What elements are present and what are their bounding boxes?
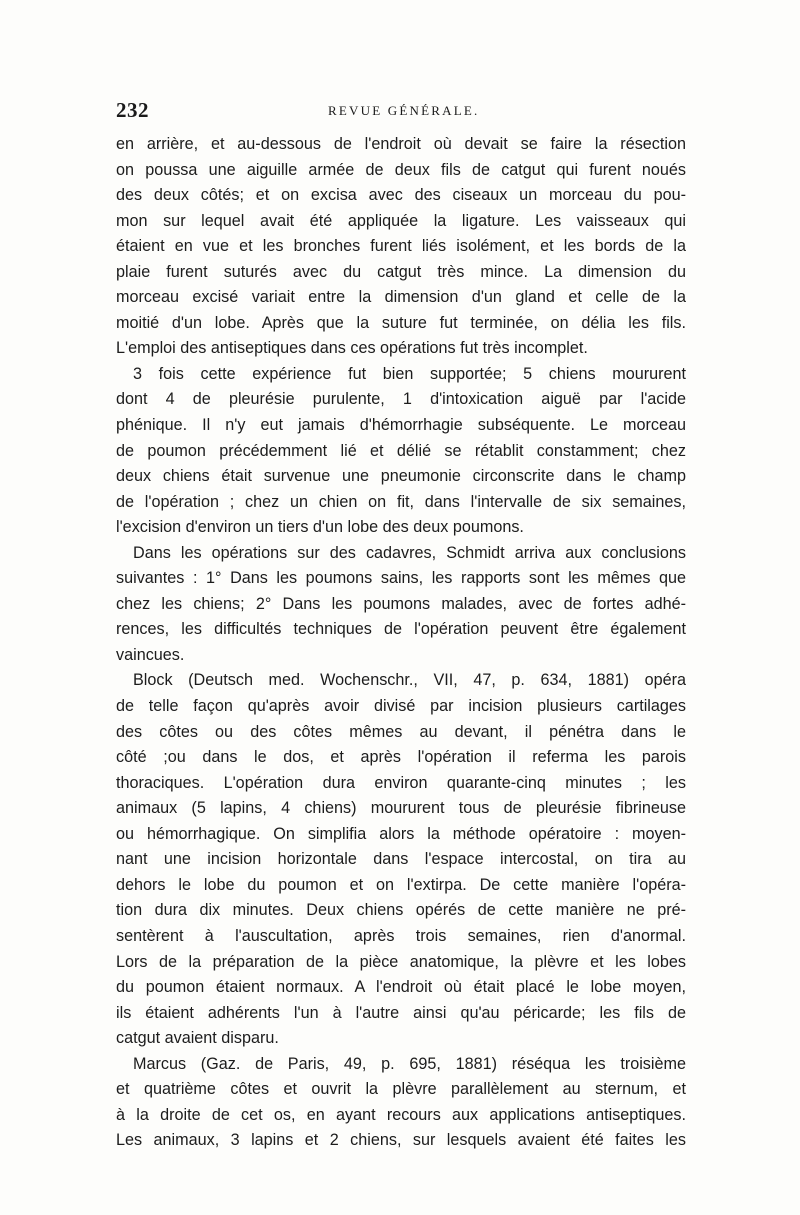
text-line: en arrière, et au-dessous de l'endroit où devait se faire la résection — [116, 135, 686, 153]
text-line: dehors le lobe du poumon et on l'extirpa. De cette manière l'opéra- — [116, 875, 686, 894]
text-line: L'emploi des antiseptiques dans ces opérations fut très incomplet. — [116, 339, 588, 358]
text-line: phénique. Il n'y eut jamais d'hémorrhagie subséquente. Le morceau — [116, 416, 686, 435]
text-line: côté ;ou dans le dos, et après l'opération il referma les parois — [116, 748, 686, 767]
text-line: de l'opération ; chez un chien on fit, dans l'intervalle de six semaines, — [116, 492, 686, 511]
text-line: ils étaient adhérents l'un à l'autre ainsi qu'au péricarde; les fils de — [116, 1003, 686, 1022]
text-line: Marcus (Gaz. de Paris, 49, p. 695, 1881) réséqua les troisième — [133, 1054, 686, 1073]
body-text — [116, 132, 686, 1154]
text-line: nant une incision horizontale dans l'espace intercostal, on tira au — [116, 850, 686, 869]
page-number: 232 — [116, 98, 149, 122]
text-line: ou hémorrhagique. On simplifia alors la méthode opératoire : moyen- — [116, 824, 686, 843]
text-line: thoraciques. L'opération dura environ quarante-cinq minutes ; les — [116, 773, 686, 792]
text-line: à la droite de cet os, en ayant recours aux applications antiseptiques. — [116, 1105, 686, 1124]
text-line: suivantes : 1° Dans les poumons sains, les rapports sont les mêmes que — [116, 569, 686, 588]
text-line: plaie furent suturés avec du catgut très mince. La dimension du — [116, 262, 686, 281]
text-line: deux chiens était survenue une pneumonie circonscrite dans le champ — [116, 467, 686, 486]
text-line: sentèrent à l'auscultation, après trois semaines, rien d'anormal. — [116, 926, 686, 945]
text-line: des deux côtés; et on excisa avec des ciseaux un morceau du pou- — [116, 186, 686, 205]
text-line: chez les chiens; 2° Dans les poumons malades, avec de fortes adhé- — [116, 594, 686, 613]
text-line: vaincues. — [116, 645, 185, 664]
text-line: moitié d'un lobe. Après que la suture fut terminée, on délia les fils. — [116, 313, 686, 332]
text-line: Block (Deutsch med. Wochenschr., VII, 47, p. 634, 1881) opéra — [133, 671, 686, 690]
text-line: morceau excisé variait entre la dimension d'un gland et celle de la — [116, 288, 686, 307]
text-line: du poumon étaient normaux. A l'endroit où était placé le lobe moyen, — [116, 978, 686, 997]
text-line: Dans les opérations sur des cadavres, Schmidt arriva aux conclusions — [133, 543, 686, 562]
text-line: catgut avaient disparu. — [116, 1029, 279, 1048]
running-head: REVUE GÉNÉRALE. — [328, 103, 480, 118]
text-line: de poumon précédemment lié et délié se rétablit constamment; chez — [116, 441, 686, 460]
text-line: étaient en vue et les bronches furent liés isolément, et les bords de la — [116, 237, 686, 256]
text-line: mon sur lequel avait été appliquée la ligature. Les vaisseaux qui — [116, 211, 686, 230]
text-line: des côtes ou des côtes mêmes au devant, il pénétra dans le — [116, 722, 686, 741]
page-header — [116, 98, 686, 124]
text-line: dont 4 de pleurésie purulente, 1 d'intoxication aiguë par l'acide — [116, 390, 686, 409]
text-line: animaux (5 lapins, 4 chiens) moururent tous de pleurésie fibrineuse — [116, 799, 686, 818]
text-line: Lors de la préparation de la pièce anatomique, la plèvre et les lobes — [116, 952, 686, 971]
text-line: Les animaux, 3 lapins et 2 chiens, sur lesquels avaient été faites les — [116, 1131, 686, 1150]
text-line: rences, les difficultés techniques de l'opération peuvent être également — [116, 620, 686, 639]
text-line: tion dura dix minutes. Deux chiens opérés de cette manière ne pré- — [116, 901, 686, 920]
text-line: de telle façon qu'après avoir divisé par incision plusieurs cartilages — [116, 697, 686, 716]
text-line: l'excision d'environ un tiers d'un lobe des deux poumons. — [116, 518, 524, 537]
text-line: 3 fois cette expérience fut bien supportée; 5 chiens moururent — [133, 364, 686, 383]
text-line: et quatrième côtes et ouvrit la plèvre parallèlement au sternum, et — [116, 1080, 686, 1099]
text-line: on poussa une aiguille armée de deux fils de catgut qui furent noués — [116, 160, 686, 179]
